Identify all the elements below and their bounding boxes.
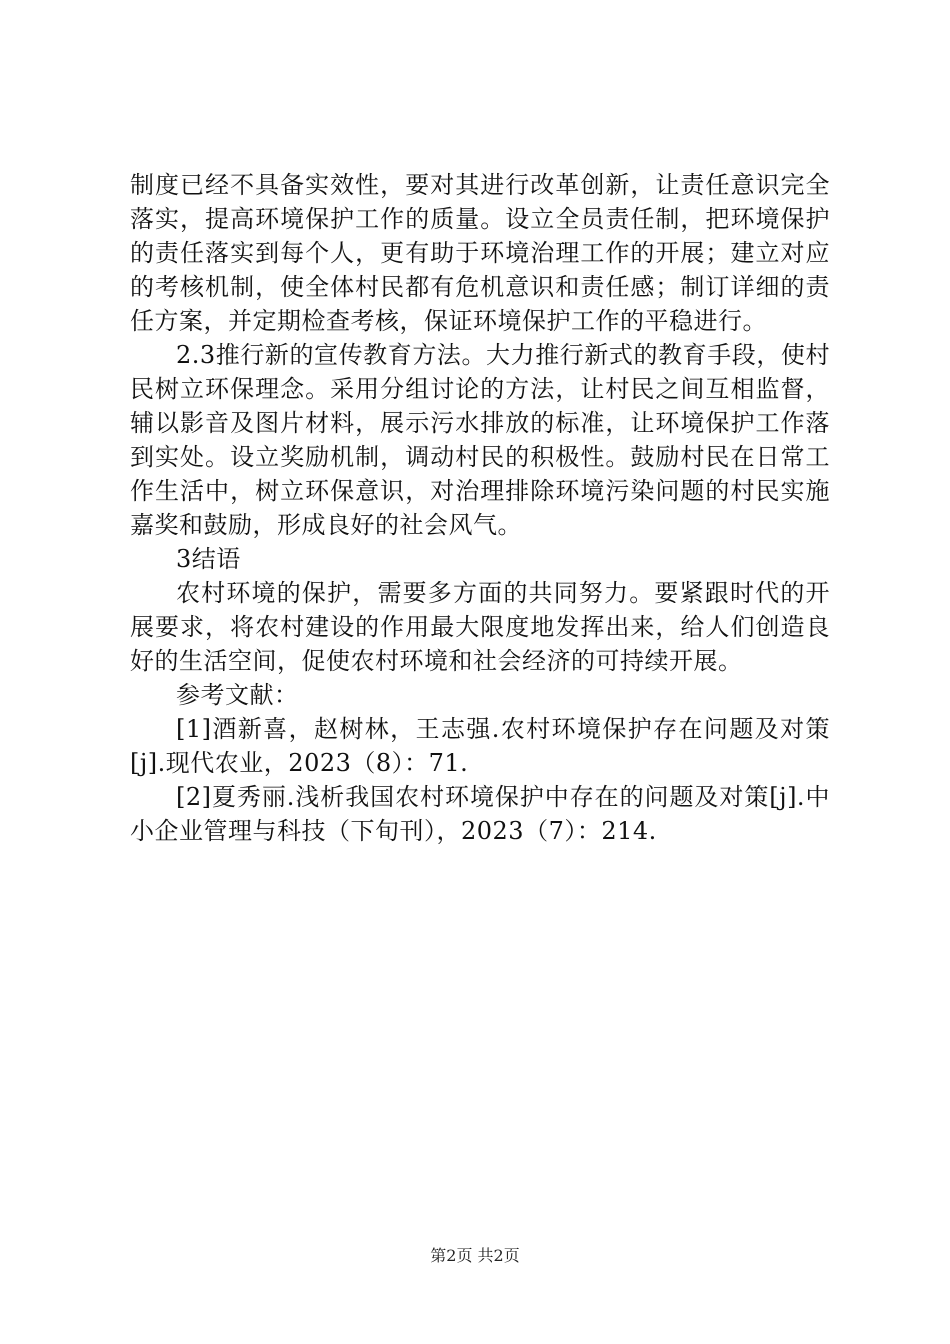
reference-item-2: [2]夏秀丽.浅析我国农村环境保护中存在的问题及对策[j].中小企业管理与科技（下旬刊），2023（7）：214.	[130, 783, 830, 845]
conclusion-paragraph: 农村环境的保护，需要多方面的共同努力。要紧跟时代的开展要求，将农村建设的作用最大限度地发挥出来，给人们创造良好的生活空间，促使农村环境和社会经济的可持续开展。	[130, 579, 830, 675]
references-heading: 参考文献：	[176, 681, 299, 709]
body-paragraph: 制度已经不具备实效性，要对其进行改革创新，让责任意识完全落实，提高环境保护工作的质量。设立全员责任制，把环境保护的责任落实到每个人，更有助于环境治理工作的开展；建立对应的考核机制，使全体村民都有危机意识和责任感；制订详细的责任方案，并定期检查考核，保证环境保护工作的平稳进行。	[130, 171, 830, 335]
section-heading-conclusion: 3结语	[176, 545, 241, 573]
page-footer: 第2页 共2页	[430, 1246, 520, 1265]
reference-item-1: [1]酒新喜，赵树林，王志强.农村环境保护存在问题及对策[j].现代农业，2023（8）：71.	[130, 715, 830, 777]
section-2-3-paragraph: 2.3推行新的宣传教育方法。大力推行新式的教育手段，使村民树立环保理念。采用分组讨论的方法，让村民之间互相监督，辅以影音及图片材料，展示污水排放的标准，让环境保护工作落到实处。设立奖励机制，调动村民的积极性。鼓励村民在日常工作生活中，树立环保意识，对治理排除环境污染问题的村民实施嘉奖和鼓励，形成良好的社会风气。	[130, 341, 830, 539]
document-body	[130, 168, 830, 848]
